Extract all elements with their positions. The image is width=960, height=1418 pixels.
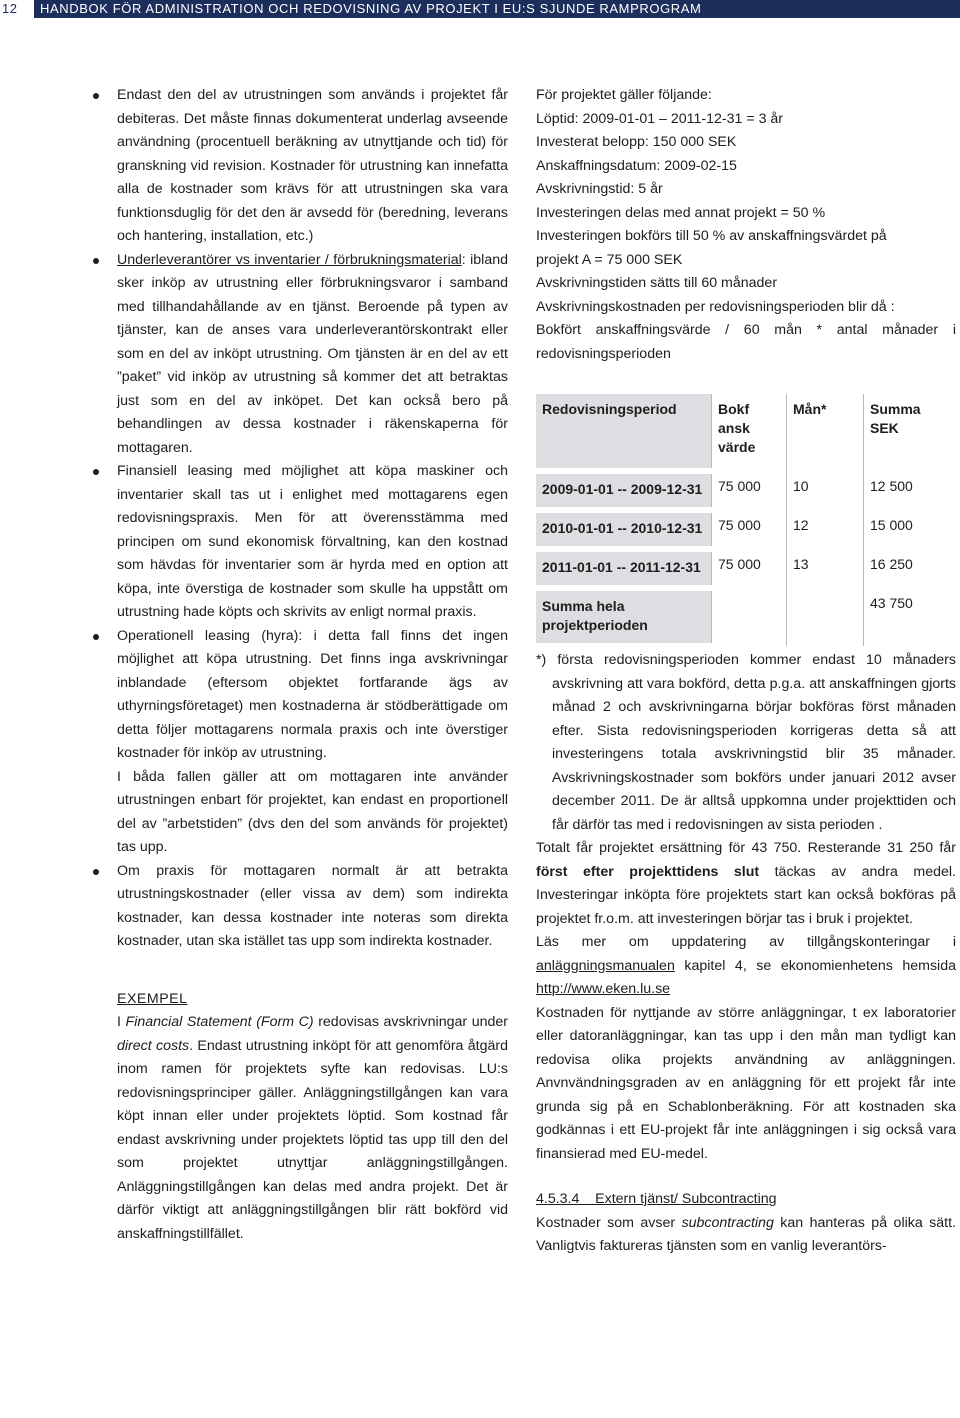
table-row xyxy=(536,549,956,588)
section-text: Kostnader som avser subcontracting kan hanteras på olika sätt. Vanligtvis faktureras tjänsten som en vanlig leverantörs- xyxy=(536,1214,956,1254)
right-column xyxy=(536,84,956,1259)
period-cell: 2011-01-01 -- 2011-12-31 xyxy=(536,549,712,588)
table-header-row xyxy=(536,394,956,471)
months-cell: 12 xyxy=(787,510,864,549)
bokf-cell xyxy=(712,588,787,646)
period-cell: 2009-01-01 -- 2009-12-31 xyxy=(536,471,712,510)
bullet-text: Om praxis för mottagaren normalt är att betrakta utrustningskostnader (eller vissa av dem) som indirekta kostnader, kan dessa kostnader inte noteras som direkta kostnader, utan ska istället tas upp som indirekta kostnader. xyxy=(117,862,508,949)
fact-line: Investeringen bokförs till 50 % av anskaffningsvärdet på xyxy=(536,228,887,244)
fact-line: Avskrivningstiden sätts till 60 månader xyxy=(536,275,778,291)
months-cell: 13 xyxy=(787,549,864,588)
bullet-item xyxy=(93,625,508,860)
table-row xyxy=(536,588,956,646)
fact-line: projekt A = 75 000 SEK xyxy=(536,251,683,268)
manual-link[interactable]: anläggningsmanualen xyxy=(536,957,675,974)
sum-cell: 16 250 xyxy=(864,549,957,588)
table-row xyxy=(536,471,956,510)
fact-line: Löptid: 2009-01-01 – 2011-12-31 = 3 år xyxy=(536,110,784,127)
sum-cell: 12 500 xyxy=(864,471,957,510)
table-header-cell: Redovisningsperiod xyxy=(536,394,712,471)
bullet-item xyxy=(93,84,508,249)
months-cell: 10 xyxy=(787,471,864,510)
months-cell xyxy=(787,588,864,646)
read-more-paragraph: Läs mer om uppdatering av tillgångskonteringar i anläggningsmanualen kapitel 4, se ekonomienhetens hemsida http://www.eken.lu.se xyxy=(536,934,956,997)
table-header-cell: Bokf ansk värde xyxy=(712,394,787,471)
depreciation-table xyxy=(536,394,956,649)
fact-line: För projektet gäller följande: xyxy=(536,87,712,103)
left-column xyxy=(93,84,508,1246)
facilities-paragraph: Kostnaden för nyttjande av större anläggningar, t ex laboratorier eller datoranläggningar, kan tas upp i den mån man tydligt kan redovisa olika projekts användning av anläggningen. Anvnvändningsgraden av en anläggning för ett projekt får inte grunda sig på en Schablonberäkning. För att kostnaden ska godkännas i ett EU-projekt får inte anläggningen i sig också vara finansierad med EU-medel. xyxy=(536,1004,956,1162)
bullet-item xyxy=(93,860,508,954)
bokf-cell: 75 000 xyxy=(712,510,787,549)
bullet-text: ibland sker inköp av utrustning eller förbrukningsvaror i samband med tillhandahållande av en tjänst. Beroende på typen av tjänster, kan de anses vara underleverantörskontrakt eller som en del av inköpt utrustning. Om tjänsten är en del av ett ”paket” vid inköp av utrustning så kommer det att betraktas just som en del av inköpet. Det kan också bero på behandlingen av dessa kostnader i räkenskaperna för mottagaren. xyxy=(117,251,508,456)
bullet-text: Finansiell leasing med möjlighet att köpa maskiner och inventarier skall tas ut i enlighet med mottagarens egen redovisningspraxis. Men för att överensstämma med principen om sund ekonomisk förvaltning, kan den kostnad som hävdas för inventarier som är hyrda med en option att köpa, inte överstiga de kostnader som skulle ha uppstått om utrustning hade köpts och skrivits av enligt normal praxis. xyxy=(117,463,508,620)
fact-line: Investeringen delas med annat projekt = 50 % xyxy=(536,204,826,221)
total-paragraph: Totalt får projektet ersättning för 43 750. Resterande 31 250 får först efter projekttidens slut täckas av andra medel. Investeringar inköpta före projektets start kan också bokföras på projektet fr.o.m. att investeringen börjar tas i bruk i projektet. xyxy=(536,840,956,927)
example-box xyxy=(93,988,508,1247)
bullet-item xyxy=(93,460,508,625)
formula-text: Bokfört anskaffningsvärde / 60 mån * antal månader i redovisningsperioden xyxy=(536,322,956,362)
sum-cell: 43 750 xyxy=(864,588,957,646)
bullet-heading-underlined: Underleverantörer vs inventarier / förbrukningsmaterial xyxy=(117,251,462,268)
bokf-cell: 75 000 xyxy=(712,549,787,588)
fact-line: Anskaffningsdatum: 2009-02-15 xyxy=(536,157,737,174)
table-footnote: *) första redovisningsperioden kommer endast 10 månaders avskrivning att vara bokförd, detta p.g.a. att anskaffningen gjorts månad 2 och avskrivningarna börjar bokföras först månaden efter. Sista redovisningsperioden korrigeras detta så att investeringens totala avskrivningstid blir 35 månader. Avskrivningskostnader som bokförs under januari 2012 avser december 2011. De är alltså uppkomna under projekttiden och får därför tas med i redovisningen av sista perioden . xyxy=(536,652,956,833)
page-header xyxy=(0,0,960,18)
fact-line: Avskrivningstid: 5 år xyxy=(536,181,663,197)
bullet-list xyxy=(93,84,508,954)
sum-cell: 15 000 xyxy=(864,510,957,549)
running-title: HANDBOK FÖR ADMINISTRATION OCH REDOVISNING AV PROJEKT I EU:S SJUNDE RAMPROGRAM xyxy=(40,1,702,16)
website-link[interactable]: http://www.eken.lu.se xyxy=(536,981,671,997)
table-row xyxy=(536,510,956,549)
bold-emphasis: först efter projekttidens slut xyxy=(536,863,760,880)
section-subcontracting xyxy=(536,1188,956,1259)
fact-line: Investerat belopp: 150 000 SEK xyxy=(536,134,737,150)
bullet-text: Endast den del av utrustningen som används i projektet får debiteras. Det måste finnas dokumenterat underlag avseende användning (procentuell beräkning av utnyttjande och tid) för granskning vid revision. Kostnader för utrustning kan innefatta alla de kostnader som krävs för att utrustningen ska vara funktionsduglig för det den är avsedd för (beredning, leverans och hantering, installation, etc.) xyxy=(117,87,508,244)
bullet-text-continued: I båda fallen gäller att om mottagaren inte använder utrustningen enbart för projektet, kan endast en proportionell del av ”arbetstiden” (dvs den del som används för projektet) tas upp. xyxy=(117,768,508,855)
fact-line: Avskrivningskostnaden per redovisningsperioden blir då : xyxy=(536,298,895,315)
table-header-cell: Summa SEK xyxy=(864,394,957,471)
example-text: I Financial Statement (Form C) redovisas avskrivningar under direct costs. Endast utrustning inköpt för att genomföra åtgärd inom ramen för projektets syfte kan redovisas. LU:s redovisningsprinciper gäller. Anläggningstillgången kan vara köpt innan eller under projektets löptid. Som kostnad får endast avskrivning under projektets löptid tas upp till den del som projektet utnyttjar anläggningstillgången. Anläggningstillgången kan delas med andra projekt. Det är därför viktigt att anläggningstillgången blir rätt bokförd vid anskaffningstillfället. xyxy=(117,1014,508,1242)
example-title: EXEMPEL xyxy=(117,990,188,1007)
section-heading: 4.5.3.4 Extern tjänst/ Subcontracting xyxy=(536,1191,777,1207)
period-cell: Summa hela projektperioden xyxy=(536,588,712,646)
project-facts xyxy=(536,84,956,319)
page-number: 12 xyxy=(0,0,34,18)
bullet-text: Operationell leasing (hyra): i detta fall finns det ingen möjlighet att köpa utrustning. Det finns inga avskrivningar inblandade (eftersom objektet fortfarande ägs av uthyrningsföretaget) men kostnaderna är stödberättigade om detta följer mottagarens normala praxis och inte överstiger kostnader för inköp av utrustning. xyxy=(117,627,508,761)
bokf-cell: 75 000 xyxy=(712,471,787,510)
bullet-item: Underleverantörer vs inventarier / förbrukningsmaterial: ibland sker inköp av utrustning eller förbrukningsvaror i samband med tillhandahållande av en tjänst. Beroende på typen av tjänster, kan de anses vara underleverantörskontrakt eller som en del av inköpt utrustning. Om tjänsten är en del av ett ”paket” vid inköp av utrustning så kommer det att betraktas just som en del av inköpet. Det kan också bero på behandlingen av dessa kostnader i räkenskaperna för mottagaren. xyxy=(93,249,508,461)
period-cell: 2010-01-01 -- 2010-12-31 xyxy=(536,510,712,549)
table-header-cell: Mån* xyxy=(787,394,864,471)
